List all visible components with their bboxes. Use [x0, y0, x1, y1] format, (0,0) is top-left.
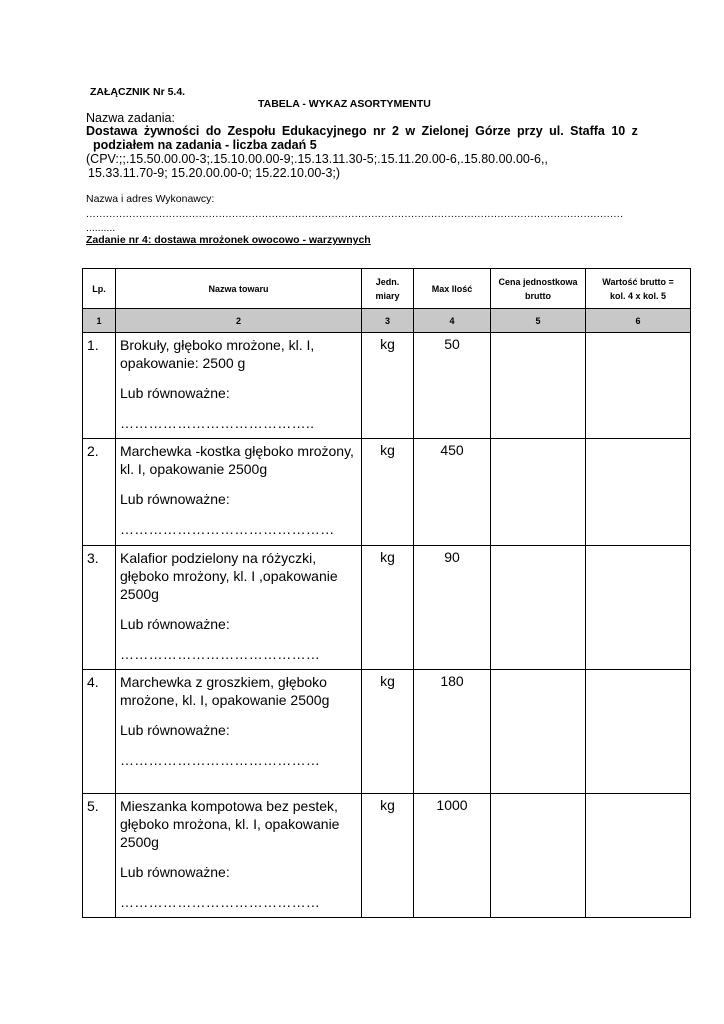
- header-unit-price-line1: Cena jednostkowa: [498, 276, 578, 287]
- row-lp: 1.: [83, 333, 116, 439]
- equivalent-fill-line[interactable]: ……………………………………: [120, 752, 321, 768]
- attachment-number: ZAŁĄCZNIK Nr 5.4.: [90, 86, 186, 98]
- equivalent-fill-line[interactable]: ……………………………………: [120, 646, 321, 662]
- row-product: [116, 333, 362, 439]
- title-word: Zielonej: [421, 124, 469, 138]
- column-number: 5: [491, 309, 586, 333]
- equivalent-label: Lub równoważne:: [120, 722, 230, 738]
- task-title-line1: [86, 124, 638, 138]
- task-title-line2: podziałem na zadania - liczba zadań 5: [93, 138, 317, 152]
- row-product: [116, 439, 362, 546]
- contractor-dotted-line: ..................................................................................................................................................................: [86, 208, 624, 220]
- product-name: Mieszanka kompotowa bez pestek, głęboko mrożona, kl. I, opakowanie 2500g: [120, 798, 340, 850]
- row-lp: 4.: [83, 670, 116, 794]
- row-gross-value[interactable]: [586, 670, 691, 794]
- table-row: [83, 333, 691, 439]
- row-unit-price[interactable]: [491, 439, 586, 546]
- contractor-label: Nazwa i adres Wykonawcy:: [86, 193, 215, 205]
- title-word: Górze: [475, 124, 511, 138]
- row-lp: 5.: [83, 794, 116, 918]
- title-word: w: [405, 124, 416, 138]
- row-lp: 2.: [83, 439, 116, 546]
- table-header-row: [83, 269, 691, 309]
- title-word: 2: [391, 124, 399, 138]
- equivalent-fill-line[interactable]: ……………………………………: [120, 894, 321, 910]
- header-gross-value-line2: kol. 4 x kol. 5: [609, 290, 667, 301]
- row-max-qty: 50: [414, 333, 491, 439]
- cpv-codes-line2: 15.33.11.70-9; 15.20.00.00-0; 15.22.10.00-3;): [88, 166, 341, 180]
- title-word: do: [205, 124, 222, 138]
- title-word: Zespołu: [227, 124, 276, 138]
- product-name: Marchewka z groszkiem, głęboko mrożone, kl. I, opakowanie 2500g: [120, 674, 330, 708]
- header-max-qty: Max Ilość: [414, 269, 491, 309]
- header-gross-value-line1: Wartość brutto =: [602, 276, 674, 287]
- product-name: Marchewka -kostka głęboko mrożony, kl. I, opakowanie 2500g: [120, 443, 354, 477]
- row-unit-price[interactable]: [491, 670, 586, 794]
- row-max-qty: 90: [414, 546, 491, 670]
- header-gross-value: [586, 269, 691, 309]
- equivalent-fill-line[interactable]: ………………………………………: [120, 521, 335, 537]
- title-word: 10: [611, 124, 626, 138]
- row-unit: kg: [362, 439, 414, 546]
- cpv-codes-line1: (CPV:;;.15.50.00.00-3;.15.10.00.00-9;.15.13.11.30-5;.15.11.20.00-6,.15.80.00.00-6,,: [86, 152, 548, 166]
- header-unit-price-line2: brutto: [525, 290, 551, 301]
- row-unit: kg: [362, 794, 414, 918]
- column-number: 3: [362, 309, 414, 333]
- row-unit: kg: [362, 670, 414, 794]
- row-max-qty: 450: [414, 439, 491, 546]
- task-name-label: Nazwa zadania:: [86, 111, 175, 125]
- equivalent-label: Lub równoważne:: [120, 491, 230, 507]
- title-word: żywności: [143, 124, 200, 138]
- equivalent-label: Lub równoważne:: [120, 385, 230, 401]
- title-word: Staffa: [570, 124, 605, 138]
- title-word: ul.: [549, 124, 564, 138]
- title-word: Dostawa: [86, 124, 138, 138]
- row-unit: kg: [362, 333, 414, 439]
- header-unit: [362, 269, 414, 309]
- row-lp: 3.: [83, 546, 116, 670]
- column-number: 6: [586, 309, 691, 333]
- product-name: Brokuły, głęboko mrożone, kl. I, opakowanie: 2500 g: [120, 337, 315, 371]
- table-row: [83, 794, 691, 918]
- row-product: [116, 546, 362, 670]
- table-row: [83, 439, 691, 546]
- column-number: 4: [414, 309, 491, 333]
- column-number-row: [83, 309, 691, 333]
- table-row: [83, 546, 691, 670]
- header-lp: Lp.: [83, 269, 116, 309]
- row-gross-value[interactable]: [586, 439, 691, 546]
- row-gross-value[interactable]: [586, 546, 691, 670]
- row-unit-price[interactable]: [491, 794, 586, 918]
- header-unit-line2: miary: [375, 290, 400, 301]
- row-max-qty: 180: [414, 670, 491, 794]
- title-word: Edukacyjnego: [281, 124, 367, 138]
- equivalent-label: Lub równoważne:: [120, 616, 230, 632]
- row-unit-price[interactable]: [491, 546, 586, 670]
- task-number-title: Zadanie nr 4: dostawa mrożonek owocowo - warzywnych: [86, 234, 371, 246]
- row-product: [116, 794, 362, 918]
- table-title: TABELA - WYKAZ ASORTYMENTU: [258, 98, 431, 110]
- row-unit-price[interactable]: [491, 333, 586, 439]
- equivalent-label: Lub równoważne:: [120, 864, 230, 880]
- column-number: 2: [116, 309, 362, 333]
- header-product-name: Nazwa towaru: [116, 269, 362, 309]
- row-gross-value[interactable]: [586, 333, 691, 439]
- table-row: [83, 670, 691, 794]
- row-gross-value[interactable]: [586, 794, 691, 918]
- title-word: przy: [517, 124, 543, 138]
- assortment-table: [82, 268, 691, 918]
- title-word: z: [631, 124, 638, 138]
- header-unit-line1: Jedn.: [375, 276, 400, 287]
- row-product: [116, 670, 362, 794]
- row-unit: kg: [362, 546, 414, 670]
- column-number: 1: [83, 309, 116, 333]
- header-unit-price: [491, 269, 586, 309]
- row-max-qty: 1000: [414, 794, 491, 918]
- contractor-dotted-line-end: ..........: [86, 222, 116, 234]
- product-name: Kalafior podzielony na różyczki, głęboko mrożony, kl. I ,opakowanie 2500g: [120, 550, 338, 602]
- equivalent-fill-line[interactable]: …………………………………..: [120, 415, 315, 431]
- title-word: nr: [373, 124, 386, 138]
